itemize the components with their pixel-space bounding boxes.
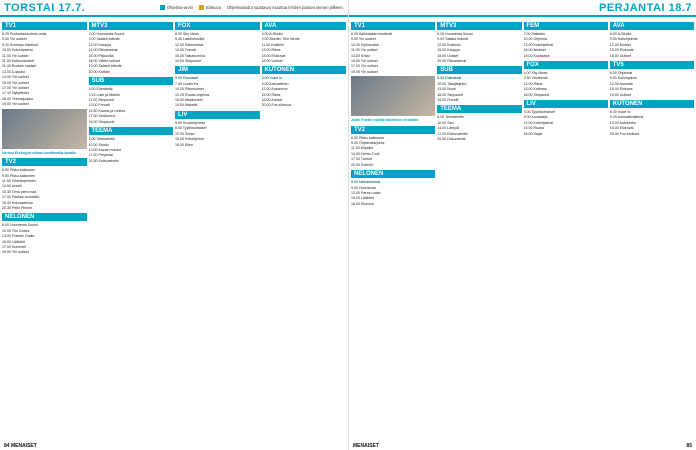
program-listing: 17.00 Perjantai [88, 153, 113, 158]
program-listing: 17.00 Kummeli [2, 244, 26, 249]
program-listing: 9.50 Pikku kakkonen [2, 173, 36, 178]
program-listing: 9.10 Kummpu Aleehuil. [2, 42, 39, 47]
channel-header: AVA [610, 22, 694, 30]
program-listing: 6.00 Voice to [609, 110, 631, 115]
program-listing: 19.00 Yle uutiset [351, 69, 378, 74]
program-photo [351, 76, 435, 116]
program-listing: 19.00 Uutiset [609, 92, 631, 97]
program-listing: 12.00 Autokerho [261, 87, 288, 92]
channel-header: TV2 [351, 126, 435, 134]
program-listing: 9.30 Virutelmat [523, 76, 548, 81]
program-listing: 12.00 Kotivisio [437, 42, 461, 47]
program-listing: 18.00 Uutiset [437, 53, 459, 58]
program-listing: 11.00 Simpsonit [88, 98, 115, 103]
channel-header: TEEMA [437, 105, 521, 113]
left-page-number: 84 [4, 442, 10, 449]
program-listing: 16.00 Aikakoneet [175, 98, 203, 103]
program-listing: 9.00 Salatut elämät [437, 37, 469, 42]
channel-header: LIV [524, 100, 608, 108]
program-listing: 13.00 Kotiohjelmat [523, 42, 554, 47]
legend-note: Ohjelmatiedot saattavat muuttua lehden painovummen jälkeen. [226, 5, 344, 10]
program-listing: 16.00 Elokuvat [609, 126, 634, 131]
program-listing: 11.45 Ruotsin saaiset [2, 64, 37, 69]
right-day-title: PERJANTAI 18.7 [599, 1, 692, 14]
program-listing: 15.00 Kauppa [437, 48, 460, 53]
right-page [348, 0, 696, 450]
program-listing: 18.00 Uutiset [261, 59, 283, 64]
channel-header: FOX [524, 61, 608, 69]
schedule-column [524, 19, 608, 440]
program-listing: 19.00 Iltahetki [175, 103, 198, 108]
program-listing: 6.00 Ohjelmat [609, 71, 633, 76]
program-listing: 6.25 Kaikkialaan kestävät [351, 32, 392, 36]
program-listing: 6.00 Elämäntäi [88, 87, 113, 92]
program-listing: 6.00 Teemahetki [88, 137, 115, 142]
right-page-number: 85 [686, 442, 692, 449]
program-listing: 17.00 Yle uutiset [351, 64, 378, 69]
channel-header: KUTONEN [262, 66, 347, 74]
schedule-column [437, 19, 521, 440]
program-listing: 14.00 Frendit [175, 48, 197, 53]
program-listing: 15.00 Elokuva [609, 87, 633, 92]
photo-caption: Jodie Foster esittää todellisen henkilön. [351, 118, 420, 123]
program-listing: 18.00 Uutiset [609, 53, 631, 58]
program-listing: 12.00 Rikosetsiva [175, 42, 204, 47]
schedule-column [351, 19, 435, 440]
program-listing: 17.00 Yle uutiset [2, 86, 29, 91]
program-listing: 10.00 Kylkuentaa [351, 42, 379, 47]
program-listing: 20.30 Elokuvahetki [88, 158, 119, 163]
program-listing: 9.00 Kotiohjelma [609, 76, 637, 81]
program-listing: 15.00 Lääkärit [351, 196, 374, 201]
schedule-column [2, 19, 87, 440]
program-listing: 8.00 Ammattinen [261, 81, 289, 86]
schedule-column [262, 19, 347, 440]
program-listing: 6.00 Teemahetki [437, 115, 464, 120]
program-listing: 11.00 Yle uutiset [2, 53, 29, 58]
program-listing: 16.00 Taikahurinka [175, 53, 206, 58]
program-listing: 15.00 Ruoka [523, 126, 544, 131]
program-listing: 15.00 Elokuvat [261, 53, 286, 58]
left-footer [0, 441, 348, 450]
program-listing: 6.00 A-Studio [261, 32, 284, 36]
program-listing: 11.30 Kotimuistoleet [2, 59, 35, 64]
program-listing: 18.00 Sarja [523, 131, 542, 136]
program-listing: 11.00 Yle uutiset [351, 48, 378, 53]
program-listing: 10.00 Studio [88, 142, 109, 147]
program-listing: 17.00 Pasilan arvostelu [2, 195, 40, 200]
channel-header: TEEMA [89, 127, 174, 135]
left-magazine-name: MENAISET [10, 442, 37, 449]
program-listing: 6.00 Voice to [261, 76, 283, 81]
program-listing: 9.00 Huomenta [351, 185, 376, 190]
program-listing: 12.00 Sorsa [175, 131, 195, 136]
program-photo [2, 109, 87, 149]
program-listing: 20.00 Rikostarinat [437, 59, 467, 64]
program-listing: 10.00 The Doctor [2, 228, 30, 233]
program-listing: 6.50 Pikku kakkonen [2, 168, 36, 173]
program-listing: 15.00 Elokuvat [609, 48, 634, 53]
program-listing: 10.00 Kotoravaarat. [2, 48, 34, 53]
program-listing: 10.25 Rikostoimet [175, 87, 204, 92]
right-topbar [349, 0, 696, 17]
channel-header: JIM [175, 66, 260, 74]
program-listing: 6.25 Puoluetaiuhoimtu uutis [2, 32, 47, 36]
channel-header: SUB [437, 66, 521, 74]
channel-header: NELONEN [2, 213, 87, 221]
program-listing: 9.00 Yle uutiset [351, 37, 376, 42]
program-listing: 10.00 Tasojärjestö [437, 81, 467, 86]
program-listing: 10.00 Sari [437, 120, 454, 125]
channel-header: TV1 [351, 22, 435, 30]
program-listing: 19.00 Simpsonit [88, 119, 115, 124]
program-listing: 12.00 Murder [609, 42, 632, 47]
program-listing: 13.00 Rikos [261, 48, 281, 53]
program-listing: 6.00 Elämäntäi [437, 76, 462, 81]
program-listing: 19.00 Frendit [437, 98, 459, 103]
program-listing: 19.00 Simpsonit [175, 59, 201, 64]
program-listing: 9.00 Murder, She Wrote [261, 37, 300, 42]
program-listing: 5.00 Tyylinkohtaiset [523, 110, 555, 115]
program-listing: 17.00 Elokuvahetki [437, 131, 468, 136]
program-listing: 16.00 Ilmaiset [523, 48, 546, 53]
program-listing: 6.00 Sky News [175, 32, 199, 36]
channel-header: SUB [89, 77, 174, 85]
program-listing: 5.00 Rauhaset [175, 76, 199, 81]
right-magazine-name: MENAISET [353, 442, 379, 449]
program-listing: 15.00 Rikos [261, 92, 281, 97]
program-listing: 17.00 Sinkkueroi [88, 114, 116, 119]
program-listing: 17.10 Nykytiedot [2, 91, 29, 96]
channel-header: MTV3 [437, 22, 521, 30]
program-listing: 5.00 Nelosseriesä [351, 180, 380, 185]
left-topbar [0, 0, 348, 17]
program-listing: 6.00 Huomenta Suomi [437, 32, 474, 36]
program-listing: 13.00 Ihanat muistot [88, 147, 122, 152]
program-listing: 9.00 Salatut elämät [88, 37, 120, 42]
program-listing: 12.00 Kotiohjelmat [523, 120, 554, 125]
program-listing: 16.00 Simpsonit [437, 92, 464, 97]
program-listing: 12.00 Rikos [523, 81, 543, 86]
photo-caption: Vertosi Erkkojyrä mikaa huvittavalla tavalla. [2, 150, 77, 155]
channel-header: TV2 [2, 158, 87, 166]
program-listing: 12.00 Ammatti [609, 81, 633, 86]
right-footer [349, 441, 696, 450]
program-listing: 15.50 Kaunis ja rohkea [88, 108, 126, 113]
program-listing: 20.00 Kotihiiri [351, 162, 373, 167]
program-listing: 9.45 Laadinhuollot [175, 37, 205, 42]
schedule-column [175, 19, 260, 440]
program-listing: 13.00 Autokerho [609, 120, 636, 125]
schedule-column [89, 19, 174, 440]
program-listing: 6.00 A-Studio [609, 32, 632, 36]
channel-header: LIV [175, 111, 260, 119]
program-listing: 11.00 Kotiliesi [261, 42, 284, 47]
program-listing: 20.30 Pelle Pirinen [2, 205, 33, 210]
program-listing: 6.00 Sky News [523, 71, 548, 76]
legend-rating: Ohjelma-arvio [160, 5, 193, 10]
schedule-column [610, 19, 694, 440]
channel-header: FEM [524, 22, 608, 30]
channel-header: KUTONEN [610, 100, 694, 108]
program-listing: 12.00 Kauppa [88, 42, 111, 47]
legend-movie: Elokuva [199, 5, 221, 10]
program-listing: 13.00 Frankie Drake [2, 234, 35, 239]
left-columns [0, 19, 348, 440]
left-day-title: TORSTAI 17.7. [4, 1, 86, 14]
program-listing: 9.00 Kuvasarja [523, 115, 548, 120]
program-listing: 18.00 Kotosaarissa [2, 200, 33, 205]
program-listing: 13.00 Nuori [437, 87, 456, 92]
program-listing: 6.00 Huomenta Suomi [88, 32, 125, 36]
channel-header: NELONEN [351, 170, 435, 178]
program-listing: 19.00 Kuvasarja [523, 53, 550, 58]
program-listing: 20.00 Dokumentti [437, 137, 466, 142]
program-listing: 9.00 Yle uutiset [2, 37, 27, 42]
program-listing: 17.00 Tunturi [351, 157, 372, 162]
program-listing: 16.00 Pikkuvilla [88, 53, 114, 58]
program-listing: 18.00 Elokuva [351, 201, 374, 206]
program-listing: 18.00 Ellen [175, 142, 193, 147]
program-listing: 20.00 Fox-elokuva [609, 131, 640, 136]
program-listing: 14.00 Avadil [2, 184, 22, 189]
program-listing: 20.00 Fox-elokuva [261, 103, 292, 108]
program-listing: 9.00 Ohjelmatarjonta [351, 141, 385, 146]
program-listing: 11.00 Kilpailut [351, 146, 374, 151]
program-listing: 14.00 Lämpiä [437, 126, 460, 131]
channel-header: FOX [175, 22, 260, 30]
program-listing: 7.00 Matkailu [523, 32, 545, 36]
program-listing: 14.00 Rikostarinat [88, 48, 118, 53]
program-listing: 6.00 Huomenta Suomi [2, 223, 38, 228]
program-listing: 15.00 Yle uutiset [351, 59, 378, 64]
program-listing: 15.00 Yle uutiset [2, 80, 29, 85]
program-listing: 13.00 Frendit [88, 103, 110, 108]
program-listing: 5.00 Kuvaohjelmat [175, 120, 205, 125]
program-listing: 14.00 Hehto-Tuoli [351, 151, 380, 156]
channel-header: TV5 [610, 61, 694, 69]
program-listing: 15.00 Kotiohjelma [175, 137, 204, 142]
program-listing: 19.00 Yle uutiset [2, 102, 29, 107]
program-listing: 18.00 Arkiset [261, 98, 283, 103]
program-listing: 9.15 Luke ja Mahtin [88, 92, 120, 97]
movie-icon [199, 5, 204, 10]
program-listing: 13.00 A-studio [2, 69, 25, 74]
program-listing: 15.00 Kotimaa [523, 87, 547, 92]
program-listing: 8.00 Tyylinkohtaiset [175, 126, 207, 131]
program-listing: 14.00 Yle uutiset [2, 75, 29, 80]
program-listing: 19.00 Salatut elämät [88, 64, 122, 69]
channel-header: TV1 [2, 22, 87, 30]
program-listing: 15.30 Oma pieni maa [2, 189, 37, 194]
program-listing: 6.50 Pikku kakkonen [351, 135, 385, 140]
legend [160, 5, 344, 10]
program-listing: 13.00 Kristo [351, 53, 371, 58]
program-listing: 9.00 Kotiohjelmat [609, 37, 638, 42]
program-listing: 18.00 Simpsonit [523, 92, 550, 97]
rating-icon [160, 5, 165, 10]
program-listing: 15.00 Lääkärit [2, 239, 25, 244]
program-listing: 12.00 Paras ruoka [351, 190, 381, 195]
channel-header: AVA [262, 22, 347, 30]
program-listing: 10.00 Ohjelma [523, 37, 547, 42]
program-listing: 9.00 Ammattiohjelma [609, 115, 644, 120]
program-listing: 13.25 Ruoka-ohjelma [175, 92, 210, 97]
program-listing: 18.00 Teemajoukko [2, 96, 34, 101]
program-listing: 11.50 Vihreänperinen [2, 178, 37, 183]
program-listing: 20.00 Kotihiiri [88, 69, 111, 74]
program-listing: 7.45 Uudet Ka [175, 81, 198, 86]
channel-header: MTV3 [89, 22, 174, 30]
program-listing: 18.00 Viiden uutiset [88, 59, 121, 64]
right-columns [349, 19, 696, 440]
program-listing: 19.00 Yle uutiset [2, 250, 29, 255]
